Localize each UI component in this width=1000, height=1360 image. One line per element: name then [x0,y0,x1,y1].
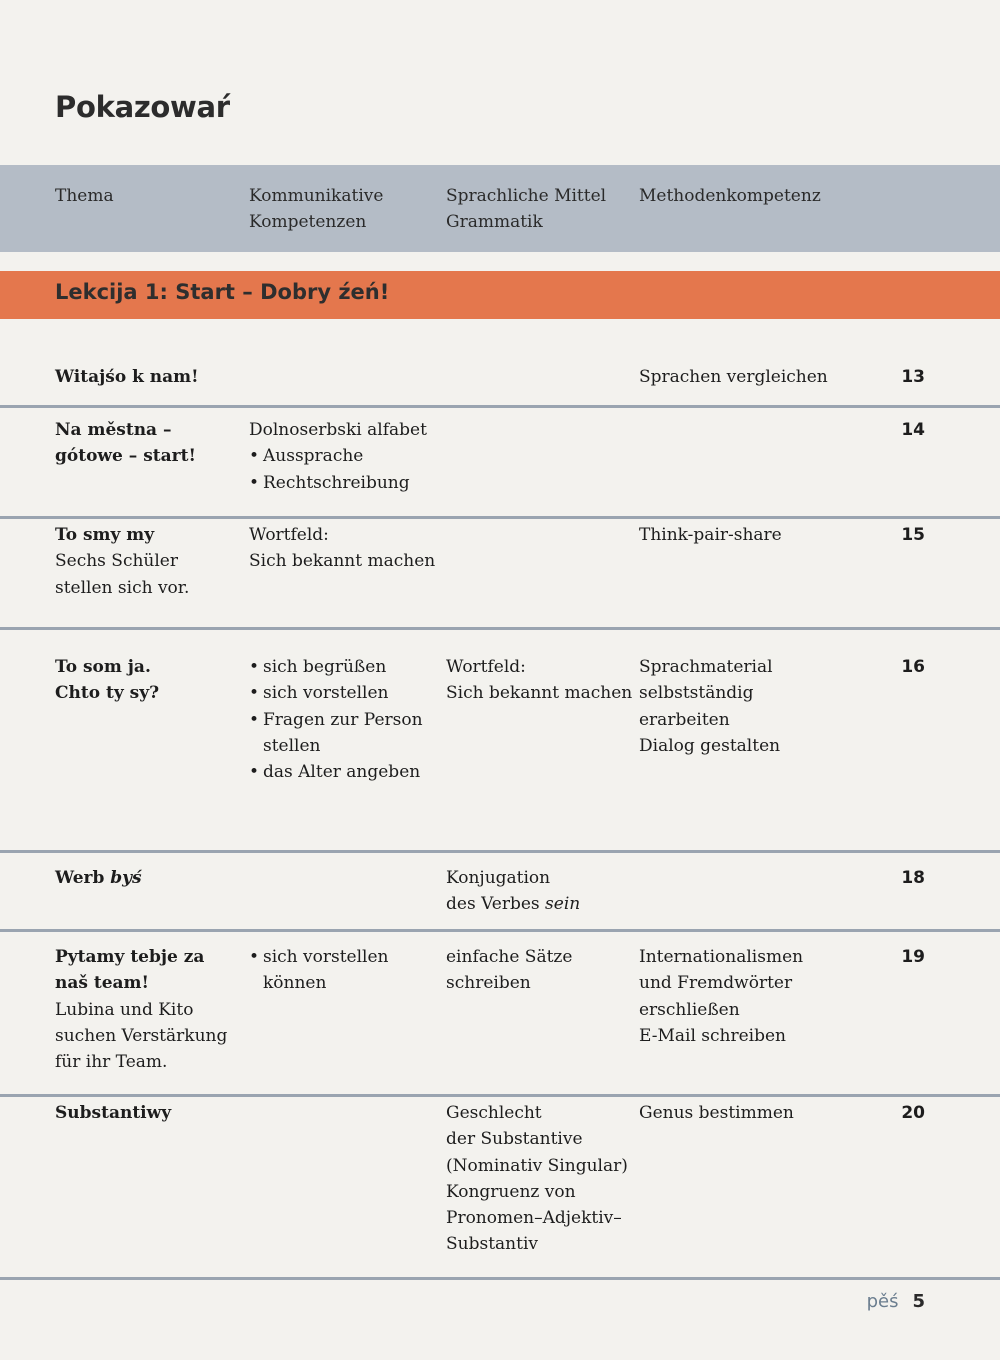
sprachliche-line: Geschlecht [446,1103,542,1123]
header-kommunikative-line2: Kompetenzen [249,212,367,232]
row-sprachliche [446,1100,636,1258]
row-methoden [639,944,889,1049]
sprachliche-line: Sich bekannt machen [446,683,633,704]
thema-line: Pytamy tebje za [55,947,205,967]
list-item: • sich begrüßen [249,654,434,680]
header-sprachliche-line1: Sprachliche Mittel [446,186,607,206]
row-page-number: 19 [901,947,925,967]
row-thema [55,417,245,470]
footer-page-number: 5 [912,1291,925,1312]
row-kommunikative [249,522,444,575]
row-page-number: 15 [901,525,925,545]
sprachliche-line: einfache Sätze [446,947,573,967]
methoden-line: erschließen [639,999,740,1020]
row-thema [55,654,245,707]
row-thema [55,944,245,1075]
thema-subline: stellen sich vor. [55,577,190,598]
methoden-line: Think-pair-share [639,525,782,545]
sprachliche-line: Konjugation [446,868,551,888]
row-page-number: 14 [901,420,925,440]
thema-subline: Lubina und Kito [55,999,194,1020]
lesson-title: Lekcija 1: Start – Dobry źeń! [55,280,390,304]
thema-line: To som ja. [55,657,151,677]
header-methoden: Methodenkompetenz [639,186,821,206]
thema-line: Chto ty sy? [55,683,160,704]
row-page-number: 16 [901,657,925,677]
row-methoden [639,364,889,390]
thema-line: Substantiwy [55,1103,172,1123]
row-divider [0,850,1000,853]
thema-line: gótowe – start! [55,446,196,467]
page-title: Pokazowaŕ [55,90,230,124]
row-methoden [639,522,889,548]
methoden-line: E-Mail schreiben [639,1025,786,1046]
header-kommunikative-line1: Kommunikative [249,186,384,206]
row-divider [0,627,1000,630]
page-footer [867,1291,925,1312]
row-page-number: 20 [901,1103,925,1123]
methoden-line: erarbeiten [639,709,730,730]
thema-line: Witajśo k nam! [55,367,199,387]
row-page-number: 18 [901,868,925,888]
methoden-line: Dialog gestalten [639,735,781,756]
row-thema [55,865,245,891]
header-kommunikative [249,183,383,235]
thema-line: To smy my [55,525,155,545]
sprachliche-line: Substantiv [446,1234,538,1255]
kommunikative-line: Wortfeld: [249,525,329,545]
sprachliche-line: Kongruenz von [446,1181,576,1202]
sprachliche-line: Wortfeld: [446,657,526,677]
sprachliche-text-italic: sein [545,894,581,915]
thema-subline: suchen Verstärkung [55,1025,228,1046]
row-divider [0,516,1000,519]
lesson-banner [0,271,1000,319]
list-item: • sich vorstellen können [249,944,399,997]
row-thema [55,522,245,601]
sprachliche-line: (Nominativ Singular) [446,1155,628,1176]
row-sprachliche [446,944,636,997]
row-divider [0,405,1000,408]
row-methoden [639,654,889,759]
row-kommunikative [249,944,444,997]
thema-line: naš team! [55,973,149,994]
footer-page-word: pěś [866,1291,899,1312]
sprachliche-line: schreiben [446,973,531,994]
thema-subline: für ihr Team. [55,1052,168,1073]
methoden-line: Sprachmaterial [639,657,773,677]
header-sprachliche-line2: Grammatik [446,212,543,232]
methoden-line: Sprachen vergleichen [639,367,828,387]
sprachliche-text: des Verbes [446,894,546,915]
sprachliche-line [446,891,636,917]
row-kommunikative [249,417,444,496]
thema-text: Werb [55,868,111,888]
thema-subline: Sechs Schüler [55,551,178,572]
kommunikative-line: Sich bekannt machen [249,551,436,572]
row-sprachliche [446,865,636,918]
row-kommunikative [249,654,444,785]
kommunikative-line: Dolnoserbski alfabet [249,420,427,440]
methoden-line: selbstständig [639,683,754,704]
sprachliche-line: Pronomen–Adjektiv– [446,1208,622,1229]
row-methoden [639,1100,889,1126]
row-divider [0,1094,1000,1097]
sprachliche-line: der Substantive [446,1129,583,1150]
list-item: • Aussprache [249,443,444,469]
list-item: • Fragen zur Person stellen [249,707,434,760]
row-sprachliche [446,654,636,707]
list-item: • sich vorstellen [249,680,434,706]
header-thema: Thema [55,186,114,206]
list-item: • das Alter angeben [249,759,434,785]
header-sprachliche [446,183,606,235]
row-thema [55,1100,245,1126]
list-item: • Rechtschreibung [249,470,444,496]
methoden-line: Internationalismen [639,947,804,967]
thema-text-italic: byś [110,868,142,888]
row-thema [55,364,245,390]
table-header [0,165,1000,252]
methoden-line: Genus bestimmen [639,1103,794,1123]
row-page-number: 13 [901,367,925,387]
thema-line: Na městna – [55,420,172,440]
row-divider [0,929,1000,932]
row-divider [0,1277,1000,1280]
methoden-line: und Fremdwörter [639,973,793,994]
